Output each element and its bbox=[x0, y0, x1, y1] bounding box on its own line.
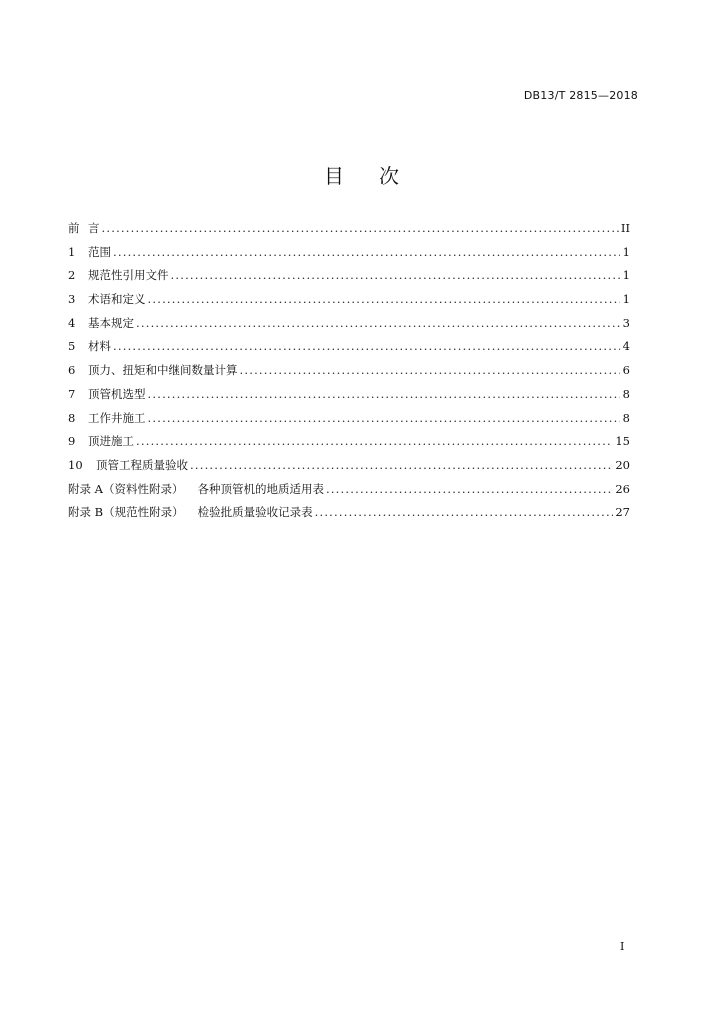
toc-dot-leader bbox=[326, 478, 613, 502]
toc-entry-page: 6 bbox=[622, 363, 630, 378]
table-of-contents bbox=[68, 217, 630, 525]
toc-entry-10[interactable] bbox=[68, 454, 630, 478]
toc-entry-label: 顶管工程质量验收 bbox=[96, 457, 188, 472]
toc-entry-page: 20 bbox=[615, 457, 630, 472]
toc-entry-label: 顶力、扭矩和中继间数量计算 bbox=[88, 363, 238, 378]
toc-dot-leader bbox=[148, 383, 621, 407]
toc-entry-number: 附录 A（资料性附录） bbox=[68, 481, 184, 496]
toc-dot-leader bbox=[113, 335, 620, 359]
toc-entry-number: 前 bbox=[68, 221, 80, 235]
toc-entry-number: 6 bbox=[68, 363, 76, 378]
toc-entry-1[interactable] bbox=[68, 241, 630, 265]
toc-dot-leader bbox=[148, 407, 621, 431]
toc-entry-appendix-b[interactable] bbox=[68, 501, 630, 525]
toc-title bbox=[0, 160, 724, 189]
toc-entry-page: 8 bbox=[622, 386, 630, 401]
toc-entry-number: 附录 B（规范性附录） bbox=[68, 505, 184, 520]
toc-entry-number: 3 bbox=[68, 292, 76, 307]
toc-entry-number: 8 bbox=[68, 410, 76, 425]
toc-entry-label: 基本规定 bbox=[88, 315, 134, 330]
toc-entry-4[interactable] bbox=[68, 312, 630, 336]
toc-entry-page: 26 bbox=[615, 481, 630, 496]
page-number: I bbox=[620, 940, 625, 953]
toc-entry-label: 材料 bbox=[88, 339, 111, 354]
toc-title-char-2: 次 bbox=[379, 164, 400, 188]
toc-entry-appendix-a[interactable] bbox=[68, 478, 630, 502]
toc-dot-leader bbox=[171, 264, 621, 288]
toc-entry-label: 检验批质量验收记录表 bbox=[197, 505, 313, 520]
toc-entry-number: 4 bbox=[68, 315, 76, 330]
toc-entry-label: 言 bbox=[88, 221, 100, 235]
toc-entry-page: 27 bbox=[615, 505, 630, 520]
toc-dot-leader bbox=[136, 312, 620, 336]
toc-entry-page: 1 bbox=[622, 268, 630, 283]
toc-entry-number: 10 bbox=[68, 457, 83, 472]
toc-entry-label: 顶进施工 bbox=[88, 434, 134, 449]
toc-entry-2[interactable] bbox=[68, 264, 630, 288]
toc-title-char-1: 目 bbox=[324, 164, 345, 188]
toc-entry-number: 5 bbox=[68, 339, 76, 354]
toc-dot-leader bbox=[240, 359, 621, 383]
toc-entry-label: 范围 bbox=[88, 244, 111, 259]
toc-entry-8[interactable] bbox=[68, 407, 630, 431]
toc-entry-9[interactable] bbox=[68, 430, 630, 454]
document-code: DB13/T 2815—2018 bbox=[523, 89, 638, 102]
toc-dot-leader bbox=[136, 430, 613, 454]
toc-entry-number: 9 bbox=[68, 434, 76, 449]
toc-dot-leader bbox=[102, 217, 619, 241]
toc-entry-page: 8 bbox=[622, 410, 630, 425]
toc-entry-label: 各种顶管机的地质适用表 bbox=[197, 481, 324, 496]
toc-entry-7[interactable] bbox=[68, 383, 630, 407]
toc-entry-6[interactable] bbox=[68, 359, 630, 383]
toc-entry-page: 4 bbox=[622, 339, 630, 354]
toc-entry-page: 15 bbox=[615, 434, 630, 449]
toc-entry-page: 1 bbox=[622, 292, 630, 307]
toc-entry-foreword[interactable] bbox=[68, 217, 630, 241]
toc-dot-leader bbox=[148, 288, 621, 312]
toc-entry-label: 术语和定义 bbox=[88, 292, 146, 307]
toc-dot-leader bbox=[315, 501, 614, 525]
toc-entry-page: II bbox=[620, 221, 630, 235]
toc-dot-leader bbox=[113, 241, 620, 265]
toc-entry-page: 3 bbox=[622, 315, 630, 330]
toc-entry-label: 工作井施工 bbox=[88, 410, 146, 425]
toc-entry-label: 顶管机选型 bbox=[88, 386, 146, 401]
toc-entry-label: 规范性引用文件 bbox=[88, 268, 169, 283]
toc-entry-3[interactable] bbox=[68, 288, 630, 312]
toc-entry-number: 1 bbox=[68, 244, 76, 259]
toc-entry-number: 2 bbox=[68, 268, 76, 283]
toc-entry-5[interactable] bbox=[68, 335, 630, 359]
toc-entry-page: 1 bbox=[622, 244, 630, 259]
toc-entry-number: 7 bbox=[68, 386, 76, 401]
toc-dot-leader bbox=[190, 454, 613, 478]
